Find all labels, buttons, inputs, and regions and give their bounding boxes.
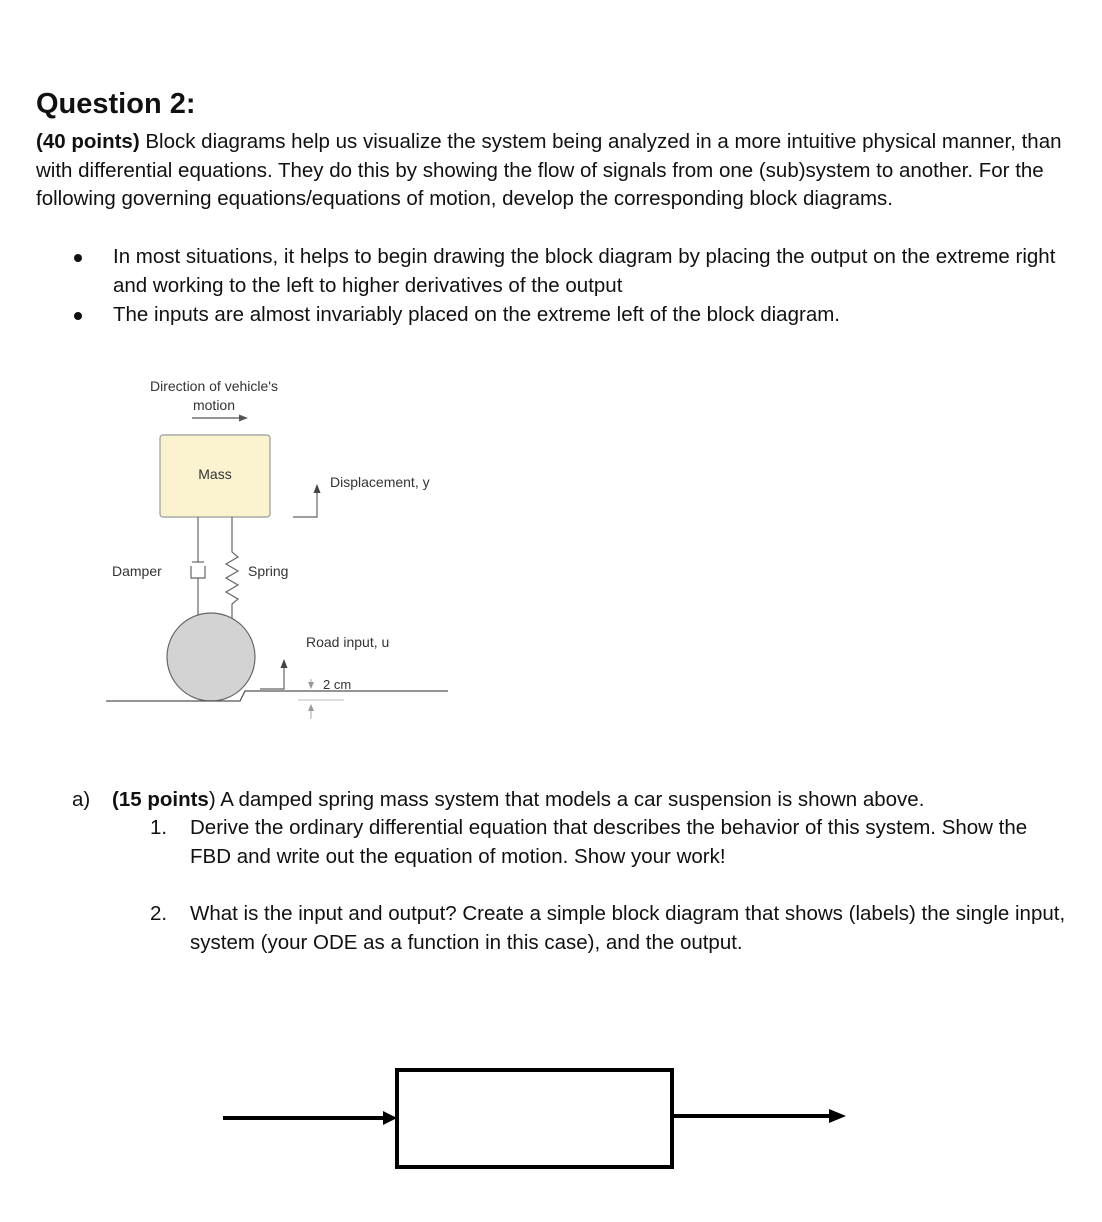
dimension-arrow-down-icon — [308, 682, 314, 689]
displacement-arrow-icon — [314, 484, 321, 493]
part-a-header — [72, 786, 1072, 815]
part-a-label: a) — [72, 788, 91, 811]
mass-label: Mass — [198, 466, 232, 482]
guideline-list — [62, 242, 1062, 329]
part-a-item-2 — [150, 900, 1070, 957]
part-a-points: (15 points — [112, 788, 209, 811]
guideline-item — [62, 242, 1062, 300]
damper-cylinder — [191, 566, 205, 578]
guideline-item — [62, 300, 1062, 329]
output-arrow-icon — [829, 1109, 846, 1123]
road-surface — [106, 691, 448, 701]
item-number: 1. — [150, 816, 168, 839]
bullet-icon — [74, 312, 82, 320]
question-intro-text: Block diagrams help us visualize the system being analyzed in a more intuitive physical manner, than with differential equations. They do this by showing the flow of signals from one (sub)system to another. For the following governing equations/equations of motion, develop the corresponding block diagrams. — [36, 130, 1062, 210]
question-intro — [36, 128, 1066, 214]
displacement-indicator-line — [293, 492, 317, 517]
displacement-label: Displacement, y — [330, 474, 430, 490]
step-height-label: 2 cm — [323, 677, 352, 692]
question-heading: Question 2: — [36, 88, 196, 120]
spring-label: Spring — [248, 563, 289, 579]
wheel — [167, 613, 255, 701]
part-a-item-1 — [150, 814, 1070, 871]
direction-label-line1: Direction of vehicle's — [150, 378, 278, 394]
direction-label-line2: motion — [192, 397, 236, 413]
item-text: What is the input and output? Create a simple block diagram that shows (labels) the single input, system (your ODE as a function in this case), and the output. — [190, 902, 1066, 954]
input-arrow-icon — [383, 1111, 397, 1125]
guideline-text: The inputs are almost invariably placed on the extreme left of the block diagram. — [113, 303, 840, 326]
damper-label: Damper — [112, 563, 162, 579]
bullet-icon — [74, 254, 82, 262]
road-input-indicator-line — [260, 668, 284, 689]
item-number: 2. — [150, 902, 168, 925]
system-block — [397, 1070, 672, 1167]
answer-block-diagram — [0, 1050, 900, 1180]
road-input-label: Road input, u — [306, 634, 390, 650]
dimension-arrow-up-icon — [308, 704, 314, 711]
item-text: Derive the ordinary differential equation that describes the behavior of this system. Show the FBD and write out the equation of motion. Show your work! — [190, 816, 1028, 868]
direction-arrow-head-icon — [239, 415, 248, 422]
question-points: (40 points) — [36, 130, 140, 153]
part-a-text: ) A damped spring mass system that models a car suspension is shown above. — [208, 788, 925, 811]
suspension-figure — [0, 360, 500, 730]
guideline-text: In most situations, it helps to begin drawing the block diagram by placing the output on the extreme right and working to the left to higher derivatives of the output — [113, 245, 1056, 297]
road-input-arrow-icon — [281, 659, 288, 668]
spring-coil — [226, 517, 238, 625]
